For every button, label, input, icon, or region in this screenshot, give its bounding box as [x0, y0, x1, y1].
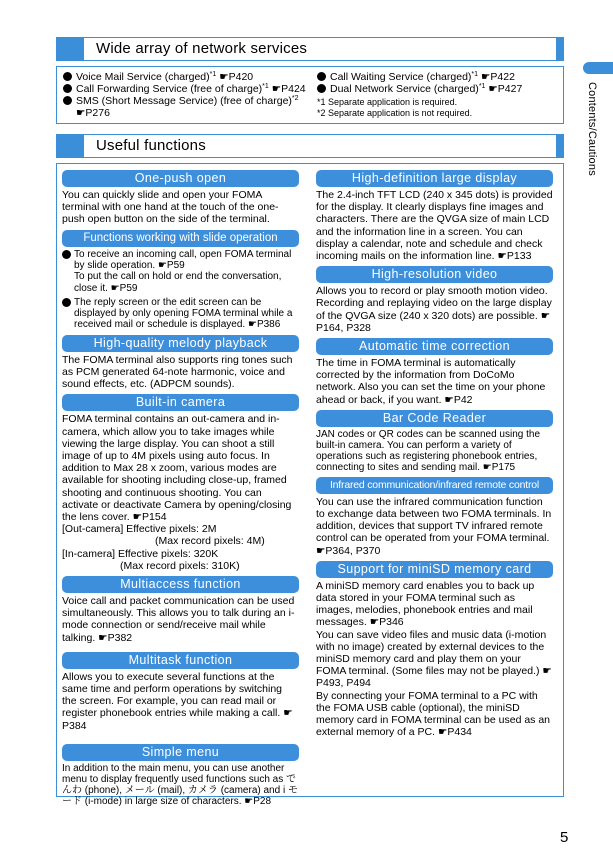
- bullet-icon: [317, 84, 326, 93]
- list-item: Call Forwarding Service (free of charge)$^{*1}$ ☛P424: [63, 83, 313, 95]
- paragraph: By connecting your FOMA terminal to a PC with the FOMA USB cable (optional), the miniSD memory card in FOMA terminal can be used as an external memory of a PC. ☛P434: [316, 689, 551, 739]
- left-column: [62, 170, 299, 810]
- header-end-cap: [556, 38, 564, 60]
- bullet-icon: [63, 96, 72, 105]
- header-accent-block: [57, 38, 84, 60]
- network-left-list: [63, 71, 313, 119]
- paragraph: You can use the infrared communication function to exchange data between two FOMA terminals. In addition, devices that support TV infrared remote control can be operated from your FOMA terminal. ☛P364, P370: [316, 495, 552, 557]
- list-item: Voice Mail Service (charged)$^{*1}$ ☛P420: [63, 71, 313, 83]
- heading-infrared: Infrared communication/infrared remote control: [316, 477, 553, 494]
- side-index-tab[interactable]: [583, 62, 613, 74]
- page-number: 5: [560, 829, 569, 846]
- list-item: To receive an incoming call, open FOMA terminal by slide operation. ☛P59 To put the call on hold or end the conversation, close it. ☛P59: [62, 249, 299, 294]
- bullet-icon: [317, 72, 326, 81]
- heading-bar-code-reader: Bar Code Reader: [316, 410, 553, 427]
- camera-spec-line: [In-camera] Effective pixels: 320K: [62, 547, 219, 560]
- paragraph: The 2.4-inch TFT LCD (240 x 345 dots) is provided for the display. It clearly displays fine images and characters. There are the QVGA size of main LCD and the information line in a screen. You can display a calendar, note and schedule and check incoming mails on the information line. ☛P133: [316, 189, 553, 263]
- paragraph: You can save video files and music data (i-motion with no image) created by external devices to the miniSD memory card and play them on your FOMA terminal. (Some files may not be played.) ☛P493, P494: [316, 628, 552, 690]
- heading-hd-display: High-definition large display: [316, 170, 553, 187]
- camera-spec-line: (Max record pixels: 4M): [155, 535, 265, 548]
- paragraph: The time in FOMA terminal is automatically corrected by the information from DoCoMo network. Also you can set the time on your phone ahead or back, if you want. ☛P42: [316, 357, 546, 406]
- footnote-1: *1 Separate application is required.: [317, 97, 458, 107]
- heading-hi-res-video: High-resolution video: [316, 266, 553, 283]
- paragraph: You can quickly slide and open your FOMA terminal with one hand at the touch of the one-push open button on the side of the terminal.: [62, 189, 279, 226]
- paragraph: Allows you to execute several functions at the same time and perform operations by switching the screen. For example, you can read mail or register phonebook entries while making a call. ☛P384: [62, 670, 293, 732]
- bullet-icon: [63, 72, 72, 81]
- section-title: Wide array of network services: [96, 40, 308, 57]
- footnote-2: *2 Separate application is not required.: [317, 108, 473, 118]
- page-ref-link[interactable]: ☛P427: [488, 83, 523, 95]
- heading-one-push-open: One-push open: [62, 170, 299, 187]
- section-header-useful: [56, 134, 564, 158]
- section-title: Useful functions: [96, 137, 206, 154]
- heading-melody-playback: High-quality melody playback: [62, 335, 299, 352]
- camera-spec-line: [Out-camera] Effective pixels: 2M: [62, 523, 217, 536]
- heading-simple-menu: Simple menu: [62, 744, 299, 761]
- header-end-cap: [556, 135, 564, 157]
- paragraph: In addition to the main menu, you can use another menu to display frequently used functions such as でんわ (phone), メール (mail), カメラ (camera) and i モード (i-mode) in large size of characters. ☛P28: [62, 762, 298, 807]
- list-item: SMS (Short Message Service) (free of charge)$^{*2}$: [63, 95, 313, 107]
- heading-multitask: Multitask function: [62, 652, 299, 669]
- side-label: Contents/Cautions: [586, 82, 598, 176]
- heading-minisd: Support for miniSD memory card: [316, 561, 553, 578]
- bullet-icon: [62, 250, 71, 259]
- paragraph: Voice call and packet communication can be used simultaneously. This allows you to talk during an i-mode connection or send/receive mail while talking. ☛P382: [62, 594, 295, 644]
- network-right-list: [317, 71, 557, 119]
- right-column: [316, 170, 553, 742]
- paragraph: Allows you to record or play smooth motion video. Recording and replaying video on the large display of the QVGA size (240 x 320 dots) are possible. ☛P164, P328: [316, 285, 552, 334]
- header-accent-block: [57, 135, 84, 157]
- page-ref-link[interactable]: ☛P422: [480, 71, 515, 83]
- page-ref-link[interactable]: ☛P424: [271, 83, 306, 95]
- paragraph: A miniSD memory card enables you to back up data stored in your FOMA terminal such as images, melodies, phonebook entries and mail messages. ☛P346: [316, 579, 535, 629]
- bullet-icon: [62, 298, 71, 307]
- heading-slide-functions: Functions working with slide operation: [62, 230, 299, 247]
- section-header-network: [56, 37, 564, 61]
- bullet-icon: [63, 84, 72, 93]
- paragraph: FOMA terminal contains an out-camera and in-camera, which allow you to take images while viewing the large display. You can shoot a still image of up to 4M pixels using auto focus. In addition to Max 28 x zoom, various modes are available for shooting including close-up, framed shooting and continuous shooting. You can activate or deactivate Camera by opening/closing the lens cover. ☛P154: [62, 413, 292, 523]
- heading-auto-time: Automatic time correction: [316, 338, 553, 355]
- camera-spec-line: (Max record pixels: 310K): [120, 559, 240, 572]
- list-item: Call Waiting Service (charged)$^{*1}$ ☛P422: [317, 71, 557, 83]
- page-ref-link[interactable]: ☛P276: [76, 107, 110, 119]
- list-item: Dual Network Service (charged)$^{*1}$ ☛P427: [317, 83, 557, 95]
- heading-built-in-camera: Built-in camera: [62, 394, 299, 411]
- paragraph: JAN codes or QR codes can be scanned using the built-in camera. You can perform a variety of operations such as registering phonebook entries, connecting to sites and sending mail. ☛P175: [316, 428, 541, 473]
- list-item: The reply screen or the edit screen can be displayed by only opening FOMA terminal while a received mail or schedule is displayed. ☛P386: [62, 297, 299, 331]
- page-ref-link[interactable]: ☛P420: [219, 71, 254, 83]
- heading-multiaccess: Multiaccess function: [62, 576, 299, 593]
- paragraph: The FOMA terminal also supports ring tones such as PCM generated 64-note harmonic, voice and sound effects, etc. (ADPCM sounds).: [62, 353, 293, 391]
